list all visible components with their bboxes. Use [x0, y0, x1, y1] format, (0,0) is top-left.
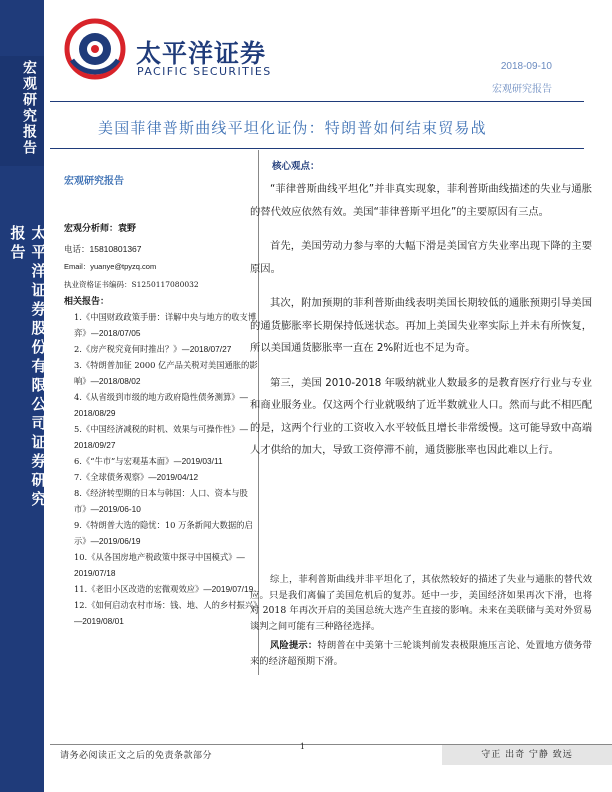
- brand-name-cn: 太平洋证券: [136, 39, 267, 68]
- pacific-logo-icon: [64, 18, 126, 80]
- report-date: 2018-09-10: [500, 61, 552, 72]
- report-category: 宏观研究报告: [492, 84, 552, 95]
- risk-label: 风险提示：: [270, 640, 318, 651]
- analyst-email[interactable]: Email：yuanye@tpyzq.com: [64, 262, 157, 271]
- related-report-item[interactable]: 7.《全球债务观察》—2019/04/12: [74, 472, 199, 482]
- analyst-contact: [64, 240, 254, 294]
- left-heading: 宏观研究报告: [64, 176, 124, 187]
- sidebar-report-type: 宏观研究报告: [21, 60, 37, 156]
- analyst-phone: 电话：15810801367: [64, 244, 142, 254]
- related-report-item[interactable]: 2.《房产税究竟何时推出？》—2018/07/27: [74, 344, 232, 354]
- related-report-item[interactable]: 1.《中国财政政策手册：详解中央与地方的收支博弈》—2018/07/05: [74, 312, 257, 338]
- body-paragraph: “菲律普斯曲线平坦化”并非真实现象，菲利普斯曲线描述的失业与通胀的替代效应依然有效。美国“菲律普斯平坦化”的主要原因有三点。: [250, 183, 592, 218]
- related-report-item[interactable]: 4.《从省级到市级的地方政府隐性债务测算》—2018/08/29: [74, 392, 248, 418]
- analyst-label: 宏观分析师：: [64, 224, 119, 234]
- analyst-name: 袁野: [118, 224, 137, 234]
- body-paragraph: 第三，美国 2010-2018 年吸纳就业人数最多的是教育医疗行业与专业和商业服务业。仅这两个行业就吸纳了近半数就业人口。然而与此不相匹配的是，这两个行业的工资收入水平较低且增长非常缓慢。这可能导致中高端人才供给的加大，导致工资停滞不前，通货膨胀率也因此难以上行。: [250, 376, 592, 456]
- sidebar-company: 太平洋证券股份有限公司证券研究报告: [8, 225, 48, 510]
- core-view-body: [250, 178, 592, 474]
- summary-paragraph: 综上，菲利普斯曲线并非平坦化了，其依然较好的描述了失业与通胀的替代效应。只是我们离偏了美国危机后的复苏。延中一步，美国经济如果再次下滑，也将对 2018 年再次开启的美国总统大选产生直接的影响。未来在美联储与美对外贸易谈判之间可能有三种路径选择。: [250, 574, 592, 632]
- report-title: 美国菲律普斯曲线平坦化证伪：特朗普如何结束贸易战: [98, 119, 487, 137]
- summary-block: [250, 572, 592, 673]
- related-reports-list: [74, 309, 262, 629]
- brand-name-en: PACIFIC SECURITIES: [137, 65, 272, 78]
- footer-disclaimer: 请务必阅读正文之后的免责条款部分: [60, 751, 213, 761]
- related-report-item[interactable]: 10.《从各国房地产税政策中探寻中国模式》—2019/07/18: [74, 552, 245, 578]
- related-report-item[interactable]: 11.《老旧小区改造的宏微观效应》—2019/07/19: [74, 584, 254, 594]
- related-report-item[interactable]: 6.《“牛市”与宏观基本面》—2019/03/11: [74, 456, 223, 466]
- related-report-item[interactable]: 9.《特朗普大选的隐忧：10 万条新闻大数据的启示》—2019/06/19: [74, 520, 253, 546]
- related-report-item[interactable]: 5.《中国经济减税的时机、效果与可操作性》—2018/09/27: [74, 424, 248, 450]
- header-rule: [50, 101, 584, 102]
- risk-paragraph: [250, 638, 592, 669]
- body-paragraph: 首先，美国劳动力参与率的大幅下滑是美国官方失业率出现下降的主要原因。: [250, 240, 592, 275]
- body-paragraph: 其次，附加预期的菲利普斯曲线表明美国长期较低的通胀预期引导美国的通货膨胀率长期保持低迷状态。再加上美国失业率实际上并未有所恢复，所以美国通货膨胀率一直在 2%附近也不足为奇。: [250, 297, 592, 354]
- title-rule: [50, 148, 584, 149]
- related-report-item[interactable]: 12.《如何启动农村市场：钱、地、人的乡村振兴》—2019/08/01: [74, 600, 262, 626]
- risk-text: 特朗普在中美第十三轮谈判前发表极限施压言论、处置地方债务带来的经济超预期下滑。: [250, 640, 592, 667]
- related-report-item[interactable]: 8.《经济转型期的日本与韩国：人口、资本与股市》—2019/06-10: [74, 488, 248, 514]
- analyst-line: [64, 221, 254, 234]
- related-reports-title: 相关报告：: [64, 297, 110, 307]
- analyst-cert: 执业资格证书编码：S1250117080032: [64, 280, 199, 289]
- core-view-label: 核心观点：: [272, 161, 320, 172]
- related-report-item[interactable]: 3.《特朗普加征 2000 亿产品关税对美国通胀的影响》—2018/08/02: [74, 360, 258, 386]
- footer-motto: 守正 出奇 宁静 致远: [442, 745, 612, 765]
- analyst-panel: [64, 172, 254, 294]
- page-number: 1: [300, 741, 305, 751]
